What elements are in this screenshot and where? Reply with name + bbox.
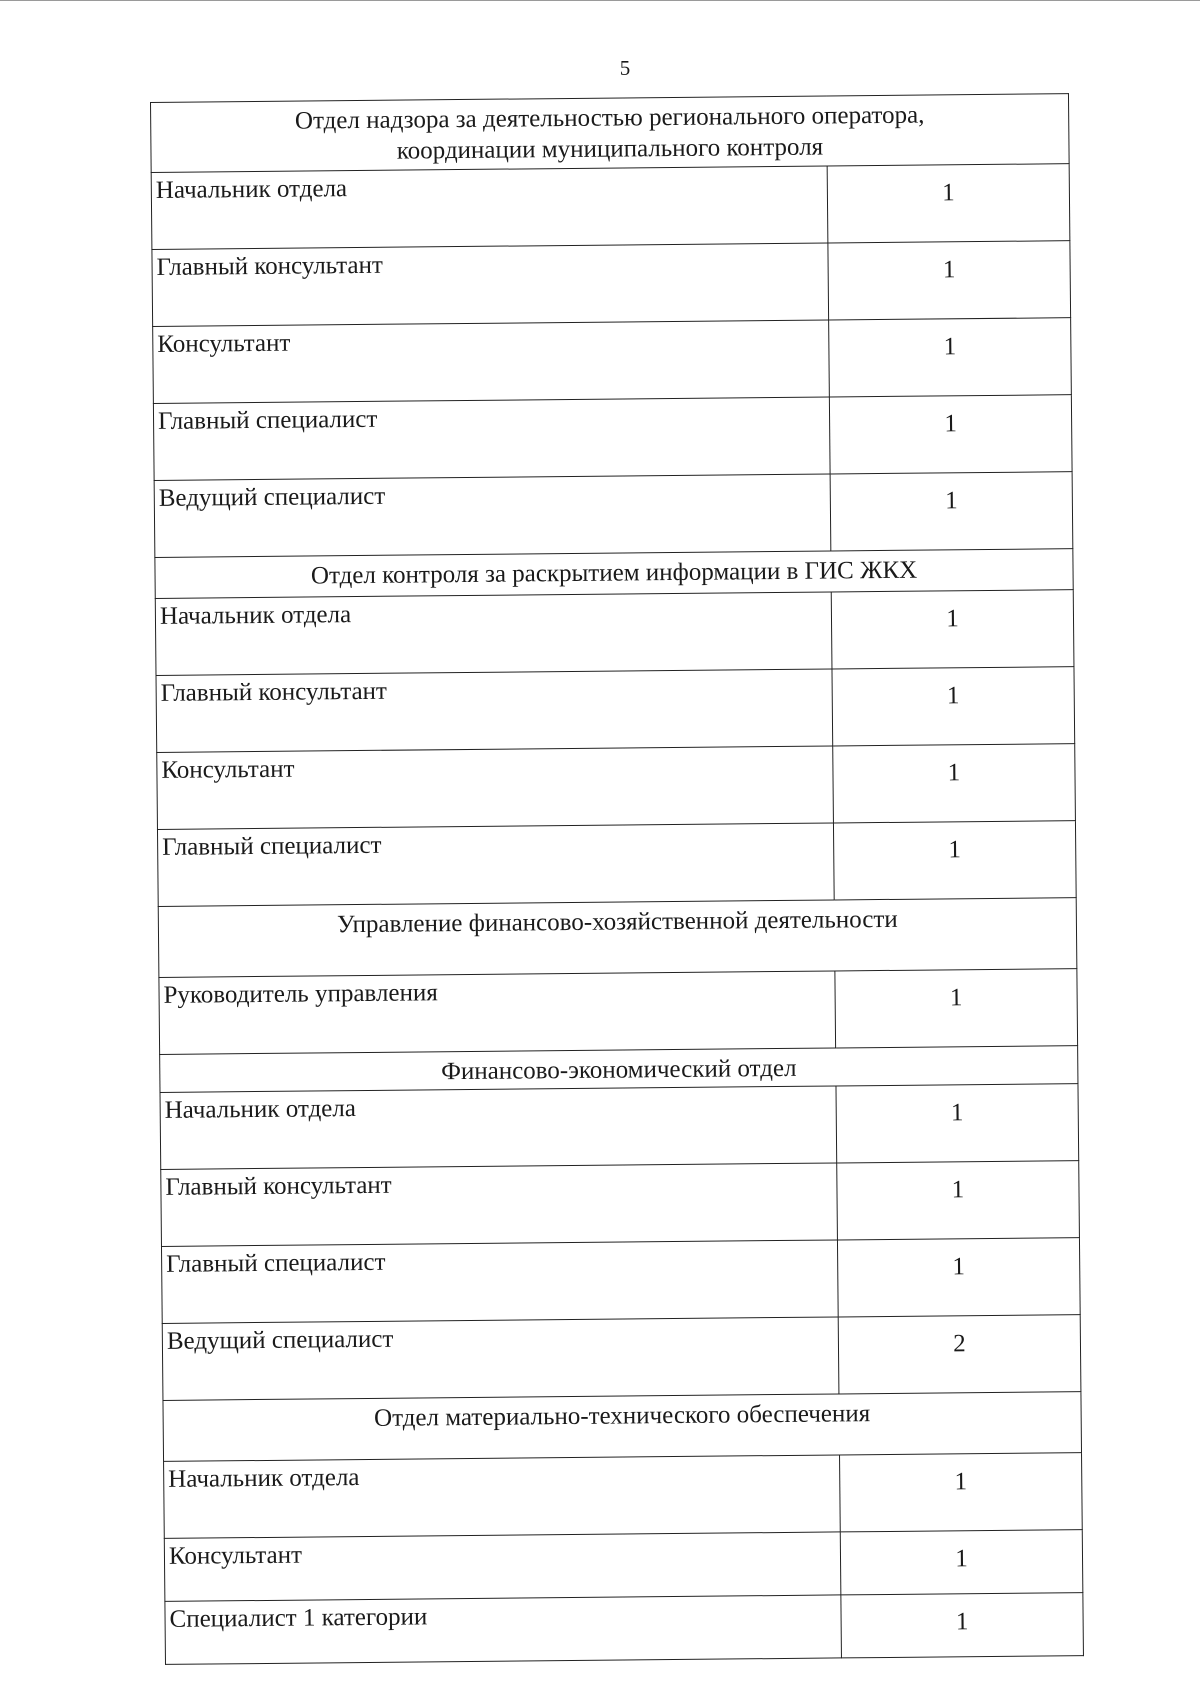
- table-row: [159, 968, 1078, 1054]
- count-cell: 1: [831, 589, 1074, 668]
- position-cell: Главный консультант: [156, 668, 833, 751]
- position-cell: Начальник отдела: [160, 1086, 837, 1169]
- table-row: [162, 1314, 1081, 1400]
- table-row: [157, 743, 1076, 829]
- position-cell: Руководитель управления: [159, 970, 836, 1053]
- table-row: [161, 1237, 1080, 1323]
- position-cell: Начальник отдела: [155, 591, 832, 674]
- count-cell: 1: [840, 1452, 1083, 1531]
- count-cell: 1: [830, 471, 1073, 550]
- table-row: [154, 471, 1073, 557]
- count-cell: 1: [827, 163, 1070, 242]
- count-cell: 1: [840, 1529, 1083, 1594]
- count-cell: 1: [837, 1237, 1080, 1316]
- page-number: 5: [619, 56, 631, 80]
- count-cell: 1: [828, 240, 1071, 319]
- table-row: [151, 163, 1070, 249]
- section-header-row: [163, 1391, 1082, 1461]
- count-cell: 2: [838, 1314, 1081, 1393]
- count-cell: 1: [833, 743, 1076, 822]
- table-row: [153, 394, 1072, 480]
- count-cell: 1: [829, 394, 1072, 473]
- section-title-line: Финансово-экономический отдел: [441, 1054, 797, 1085]
- position-cell: Специалист 1 категории: [165, 1595, 842, 1664]
- position-cell: Ведущий специалист: [162, 1317, 839, 1400]
- table-row: [164, 1529, 1083, 1601]
- count-cell: 1: [836, 1083, 1079, 1162]
- position-cell: Главный консультант: [152, 242, 829, 325]
- table-row: [153, 317, 1072, 403]
- section-title-line: Отдел контроля за раскрытием информации в ГИС ЖКХ: [310, 556, 918, 589]
- table-row: [164, 1452, 1083, 1538]
- position-cell: Консультант: [164, 1532, 841, 1601]
- position-cell: Главный специалист: [161, 1240, 838, 1323]
- section-title-line: координации муниципального контроля: [396, 133, 824, 165]
- staff-table-container: [150, 93, 1083, 1664]
- position-cell: Главный специалист: [157, 822, 834, 905]
- count-cell: 1: [841, 1592, 1084, 1657]
- section-title: [158, 897, 1077, 977]
- count-cell: 1: [837, 1160, 1080, 1239]
- table-row: [152, 240, 1071, 326]
- table-row: [155, 589, 1074, 675]
- table-row: [165, 1592, 1084, 1664]
- count-cell: 1: [829, 317, 1072, 396]
- scan-top-edge: [0, 0, 1200, 1]
- section-title-line: Управление финансово-хозяйственной деятельности: [336, 905, 898, 938]
- table-row: [156, 666, 1075, 752]
- position-cell: Консультант: [157, 745, 834, 828]
- section-title: [163, 1391, 1082, 1461]
- section-title: [151, 94, 1070, 172]
- position-cell: Главный консультант: [161, 1163, 838, 1246]
- position-cell: Главный специалист: [153, 396, 830, 479]
- table-row: [161, 1160, 1080, 1246]
- count-cell: 1: [832, 666, 1075, 745]
- position-cell: Начальник отдела: [151, 166, 828, 249]
- table-row: [157, 820, 1076, 906]
- count-cell: 1: [833, 820, 1076, 899]
- table-row: [160, 1083, 1079, 1169]
- position-cell: Консультант: [153, 319, 830, 402]
- position-cell: Ведущий специалист: [154, 473, 831, 556]
- position-cell: Начальник отдела: [164, 1455, 841, 1538]
- section-title-line: Отдел надзора за деятельностью регионального оператора,: [294, 101, 925, 135]
- section-header-row: [158, 897, 1077, 977]
- section-header-row: [151, 94, 1070, 172]
- staff-table: [150, 93, 1084, 1664]
- count-cell: 1: [835, 968, 1078, 1047]
- section-title-line: Отдел материально-технического обеспечения: [373, 1399, 871, 1432]
